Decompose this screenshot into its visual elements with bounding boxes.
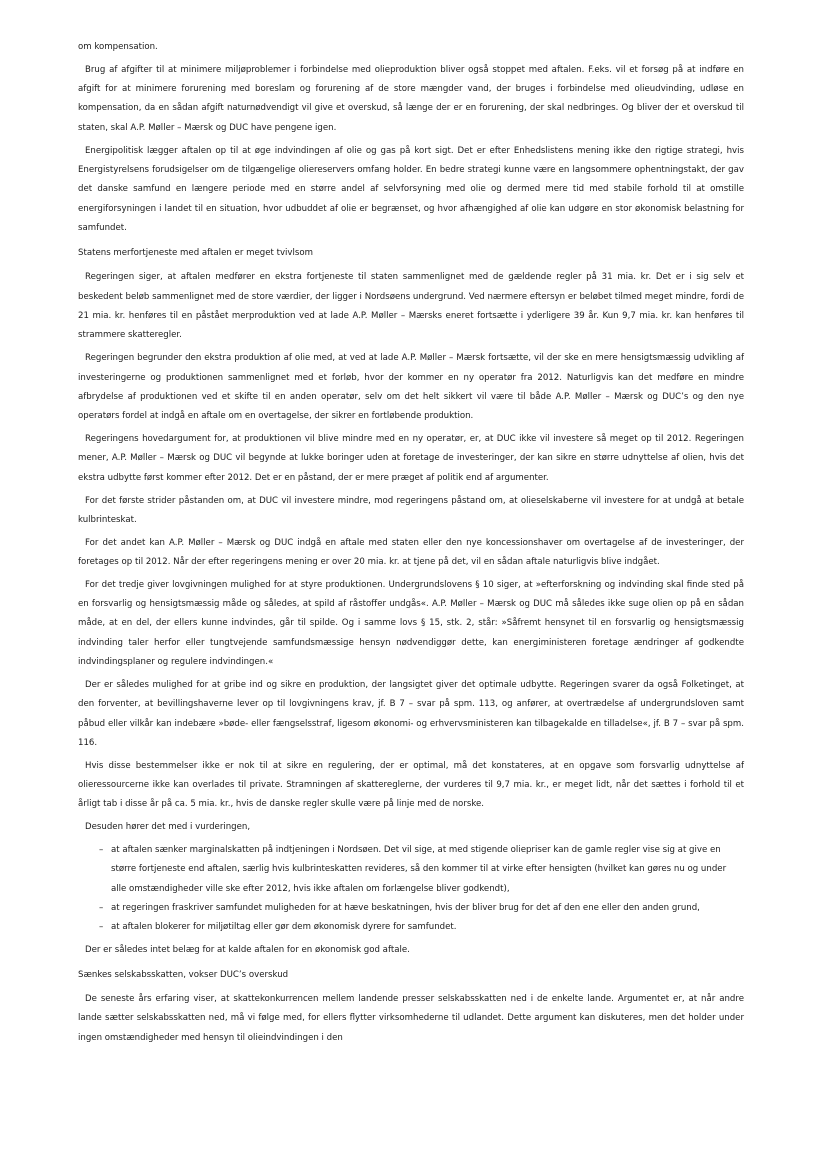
dash-bullet: – xyxy=(99,922,104,933)
section-heading: Sænkes selskabsskatten, vokser DUC’s overskud xyxy=(78,969,289,980)
paragraph: For det første strider påstanden om, at DUC vil investere mindre, mod regeringens påstand om, at olieselskaberne vil investere for at undgå at betale kulbrinteskat. xyxy=(78,495,744,525)
paragraph: Regeringen siger, at aftalen medfører en ekstra fortjeneste til staten sammenlignet med de gældende regler på 31 mia. kr. Det er i sig selv et beskedent beløb sammenlignet med de store værdier, der ligger i Nordsøens undergrund. Ved nærmere eftersyn er beløbet tilmed meget mindre, fordi de 21 mia. kr. henføres til en påstået merproduktion ved at lade A.P. Møller – Mærsks eneret fortsætte i yderligere 39 år. Kun 9,7 mia. kr. kan henføres til strammere skatteregler. xyxy=(78,272,744,341)
paragraph: Regeringens hovedargument for, at produktionen vil blive mindre med en ny operatør, er, at DUC ikke vil investere så meget op til 2012. Regeringen mener, A.P. Møller – Mærsk og DUC vil begynde at lukke boringer uden at foretage de investeringer, der kan sikre en større udnyttelse af olien, hvis det ekstra udbytte først kommer efter 2012. Det er en påstand, der er mere præget af politik end af argumenter. xyxy=(78,434,744,483)
dash-bullet: – xyxy=(99,903,104,913)
paragraph: De seneste års erfaring viser, at skattekonkurrencen mellem landende presser selskabsskatten ned i de enkelte lande. Argumentet er, at når andre lande sætter selskabsskatten ned, må vi følge med, for ellers flytter virksomhederne til udlandet. Dette argument kan diskuteres, men det holder under ingen omstændigheder med hensyn til olieindvindingen i den xyxy=(78,994,744,1043)
list-item-text: at regeringen fraskriver samfundet muligheden for at hæve beskatningen, hvis der bliver brug for det af den ene eller den anden grund, xyxy=(111,903,700,913)
paragraph: Der er således mulighed for at gribe ind og sikre en produktion, der langsigtet giver det optimale udbytte. Regeringen svarer da også Folketinget, at den forventer, at bevillingshaverne lever op til lovgivningens krav, jf. B 7 – svar på spm. 113, og anfører, at overtrædelse af undergrundsloven samt påbud eller vilkår kan indebære »bøde- eller fængselsstraf, ligesom økonomi- og erhvervsministeren kan tilbagekalde en tilladelse«, jf. B 7 – svar på spm. 116. xyxy=(78,679,744,748)
dash-list xyxy=(78,841,744,937)
paragraph: Energipolitisk lægger aftalen op til at øge indvindingen af olie og gas på kort sigt. Det er efter Enhedslistens mening ikke den rigtige strategi, hvis Energistyrelsens forudsigelser om de tilgængelige oliereservers omfang holder. En bedre strategi kunne være en langsommere ophentningstakt, der gav det danske samfund en længere periode med en større andel af selvforsyning med olie og dermed mere tid med stabile forhold til at omstille energiforsyningen i landet til en situation, hvor udbuddet af olie er begrænset, og hvor afhængighed af olie kan udgøre en stor økonomisk belastning for samfundet. xyxy=(78,145,744,233)
document-page xyxy=(78,38,744,1052)
paragraph: Desuden hører det med i vurderingen, xyxy=(85,822,251,833)
list-item xyxy=(78,899,744,918)
list-item xyxy=(78,841,744,899)
paragraph: Der er således intet belæg for at kalde aftalen for en økonomisk god aftale. xyxy=(85,944,410,955)
paragraph: om kompensation. xyxy=(78,42,158,52)
list-item-text: at aftalen blokerer for miljøtiltag eller gør dem økonomisk dyrere for samfundet. xyxy=(111,922,457,933)
list-item xyxy=(78,918,744,937)
paragraph: Regeringen begrunder den ekstra produktion af olie med, at ved at lade A.P. Møller – Mærsk fortsætte, vil der ske en mere hensigtsmæssig udvikling af investeringerne og produktionen sammenlignet med et forløb, hvor der kommer en ny operatør fra 2012. Naturligvis kan det medføre en mindre afbrydelse af produktionen ved et skifte til en anden operatør, selv om det helt sikkert vil være til både A.P. Møller – Mærsk og DUC’s og den nye operatørs fordel at indgå en aftale om en overtagelse, der sikrer en fortløbende produktion. xyxy=(78,353,744,422)
paragraph: For det tredje giver lovgivningen mulighed for at styre produktionen. Undergrundslovens § 10 siger, at »efterforskning og indvinding skal finde sted på en forsvarlig og hensigtsmæssig måde og således, at spild af råstoffer undgås«. A.P. Møller – Mærsk og DUC må således ikke suge olien op på en sådan måde, at en del, der ellers kunne indvindes, går til spilde. Og i samme lovs § 15, stk. 2, står: »Såfremt hensynet til en forsvarlig og hensigtsmæssig indvinding taler herfor eller tungtvejende samfundsmæssige hensyn nødvendiggør dette, kan energiministeren foretage ændringer af godkendte indvindingsplaner og regulere indvindingen.« xyxy=(78,579,744,668)
list-item-text: at aftalen sænker marginalskatten på indtjeningen i Nordsøen. Det vil sige, at med stigende oliepriser kan de gamle regler vise sig at give en større fortjeneste end aftalen, særlig hvis kulbrinteskatten revideres, så den kommer til at virke efter hensigten (hvilket kan gøres nu og under alle omstændigheder ville ske efter 2012, hvis ikke aftalen om forlængelse bliver godkendt), xyxy=(111,845,727,894)
section-heading: Statens merfortjeneste med aftalen er meget tvivlsom xyxy=(78,248,314,259)
dash-bullet: – xyxy=(99,845,104,856)
paragraph: Brug af afgifter til at minimere miljøproblemer i forbindelse med olieproduktion bliver også stoppet med aftalen. F.eks. vil et forsøg på at indføre en afgift for at minimere forurening med boreslam og forurening af de store mængder vand, der bruges i forbindelse med olieudvinding, udløse en kompensation, da en sådan afgift naturnødvendigt vil give et overskud, så længe der er en forurening, der skal nedbringes. Og bliver der et overskud til staten, skal A.P. Møller – Mærsk og DUC have pengene igen. xyxy=(78,64,744,133)
paragraph: For det andet kan A.P. Møller – Mærsk og DUC indgå en aftale med staten eller den nye koncessionshaver om overtagelse af de investeringer, der foretages op til 2012. Når der efter regeringens mening er over 20 mia. kr. at tjene på det, vil en sådan aftale naturligvis blive indgået. xyxy=(78,537,744,567)
paragraph: Hvis disse bestemmelser ikke er nok til at sikre en regulering, der er optimal, må det konstateres, at en opgave som forsvarlig udnyttelse af olieressourcerne ikke kan overlades til private. Stramningen af skattereglerne, der vurderes til 9,7 mia. kr., er meget lidt, når det sættes i forhold til et årligt tab i disse år på ca. 5 mia. kr., hvis de danske regler skulle være på linje med de norske. xyxy=(78,760,744,810)
